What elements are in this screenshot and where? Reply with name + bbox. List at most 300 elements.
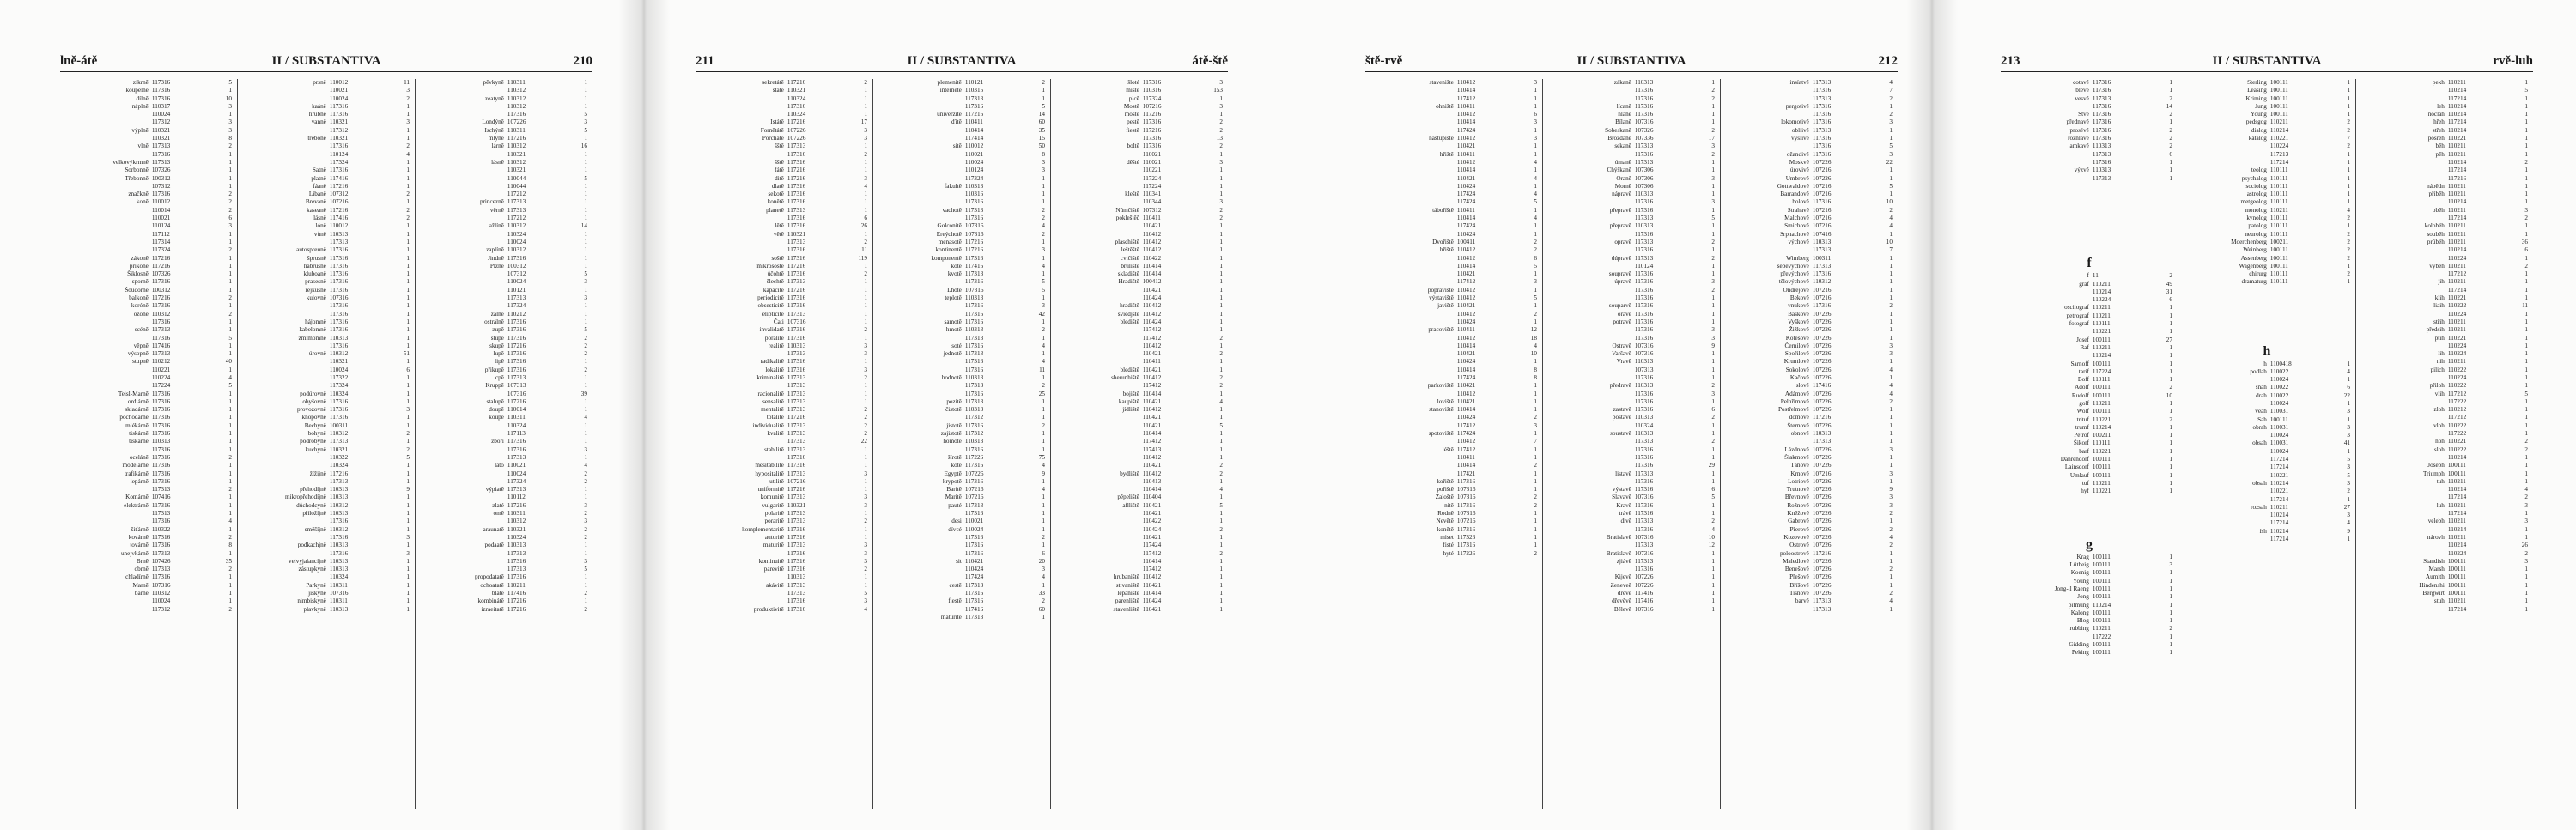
entry-count: 1 xyxy=(406,581,410,589)
entry-code: 100311 xyxy=(1812,254,1832,262)
dictionary-entry xyxy=(1056,167,1223,174)
entry-word: astrolog xyxy=(2246,191,2267,198)
dictionary-entry xyxy=(1370,526,1537,534)
dictionary-entry xyxy=(1726,526,1893,534)
entry-code: 117216 xyxy=(507,501,526,509)
entry-word xyxy=(421,391,507,398)
entry-code: 110424 xyxy=(1142,525,1162,533)
entry-word xyxy=(2184,615,2270,623)
dictionary-entry xyxy=(1548,111,1715,118)
entry-word xyxy=(421,231,507,239)
entry-count: 3 xyxy=(864,549,867,557)
entry-count: 3 xyxy=(228,102,232,110)
entry-word xyxy=(2184,151,2270,159)
entry-count: 3 xyxy=(2347,432,2350,439)
entry-word: Standish xyxy=(2423,557,2445,565)
entry-code: 100111 xyxy=(2092,609,2111,616)
entry-code: 117214 xyxy=(2447,605,2467,613)
entry-count: 1 xyxy=(1889,191,1893,198)
entry-word: domově xyxy=(1789,414,1809,421)
entry-count: 4 xyxy=(1042,262,1045,270)
entry-code: 107316 xyxy=(1634,549,1654,557)
entry-word: kynolog xyxy=(2246,215,2267,222)
entry-code: 117212 xyxy=(2447,390,2467,397)
entry-word: pitmung xyxy=(2068,601,2089,609)
entry-count: 1 xyxy=(2524,430,2528,438)
entry-code: 100111 xyxy=(2092,617,2111,625)
entry-word: veah xyxy=(2255,408,2267,415)
entry-count: 2 xyxy=(1889,566,1893,573)
entry-word: výběh xyxy=(2429,262,2445,270)
entry-code: 117224 xyxy=(2092,367,2111,375)
dictionary-entry xyxy=(2184,159,2350,167)
entry-count: 1 xyxy=(2169,87,2172,94)
entry-code: 117313 xyxy=(787,510,806,518)
entry-code: 110344 xyxy=(1142,198,1162,206)
entry-count: 1 xyxy=(228,167,232,174)
entry-word xyxy=(1056,526,1143,534)
entry-count: 1 xyxy=(228,158,232,166)
running-header xyxy=(60,53,592,72)
entry-word: fáaně xyxy=(313,182,326,190)
entry-word: sporně xyxy=(131,278,149,286)
entry-count: 1 xyxy=(2169,328,2172,336)
entry-count: 1 xyxy=(1042,174,1045,182)
entry-code: 110313 xyxy=(329,334,349,342)
entry-count: 1 xyxy=(2524,111,2528,118)
entry-count: 1 xyxy=(228,462,232,470)
entry-count: 1 xyxy=(584,358,587,366)
entry-count: 2 xyxy=(1219,215,1223,222)
entry-code: 110222 xyxy=(2447,445,2467,453)
entry-word xyxy=(243,358,330,366)
entry-code: 117313 xyxy=(787,206,806,214)
entry-code: 110321 xyxy=(329,118,349,126)
entry-count: 1 xyxy=(2347,198,2350,206)
entry-code: 110421 xyxy=(1142,501,1162,509)
dictionary-entry xyxy=(243,542,410,549)
entry-word: fiestě xyxy=(1126,126,1139,134)
entry-code: 107226 xyxy=(1812,486,1832,494)
entry-word xyxy=(1370,358,1457,366)
entry-word: popraviště xyxy=(1427,286,1454,294)
entry-count: 10 xyxy=(225,94,232,102)
entry-word: sekretátě xyxy=(762,79,784,86)
dictionary-entry xyxy=(1056,358,1223,366)
entry-code: 117216 xyxy=(1142,111,1162,118)
entry-word xyxy=(2361,342,2448,350)
running-header xyxy=(1365,53,1898,72)
entry-word xyxy=(1056,326,1143,334)
entry-count: 1 xyxy=(1534,486,1537,494)
entry-word: chladírně xyxy=(125,573,149,581)
entry-code: 100211 xyxy=(2092,432,2111,439)
entry-column xyxy=(2001,79,2178,809)
entry-word xyxy=(701,151,787,159)
entry-count: 1 xyxy=(228,318,232,325)
entry-word: radikalitě xyxy=(760,358,784,366)
dictionary-entry xyxy=(2361,159,2528,167)
entry-count: 2 xyxy=(2524,494,2528,501)
entry-code: 117316 xyxy=(151,573,171,581)
entry-word: lóně xyxy=(315,222,326,230)
dictionary-page xyxy=(696,53,1228,809)
dictionary-entry xyxy=(2006,272,2172,280)
dictionary-entry xyxy=(421,391,587,398)
entry-count: 2 xyxy=(406,206,410,214)
entry-code: 117316 xyxy=(329,310,349,318)
entry-code: 117313 xyxy=(1812,262,1832,270)
entry-count: 1 xyxy=(1042,477,1045,485)
entry-count: 5 xyxy=(2524,390,2528,397)
entry-code: 110211 xyxy=(2092,625,2111,633)
entry-word: jídliště xyxy=(1122,406,1139,414)
dictionary-entry xyxy=(2184,318,2350,326)
entry-code: 110411 xyxy=(1456,326,1475,334)
dictionary-entry xyxy=(1726,573,1893,581)
entry-count: 3 xyxy=(406,118,410,126)
entry-count: 1 xyxy=(584,94,587,102)
dictionary-entry xyxy=(243,287,410,294)
entry-code: 110211 xyxy=(2447,230,2466,238)
entry-code: 117313 xyxy=(2092,94,2111,102)
entry-count: 2 xyxy=(228,453,232,461)
entry-code: 117316 xyxy=(1634,462,1654,470)
entry-word: posřeh xyxy=(2427,135,2445,142)
entry-count: 3 xyxy=(1534,79,1537,86)
entry-count: 1 xyxy=(228,87,232,94)
entry-count: 50 xyxy=(1038,142,1045,150)
entry-code: 117316 xyxy=(1812,150,1832,158)
entry-count: 1 xyxy=(228,254,232,262)
entry-word: stavenište xyxy=(1429,79,1454,86)
entry-word: Brně xyxy=(136,557,149,565)
entry-count: 1 xyxy=(406,222,410,230)
dictionary-entry xyxy=(2361,135,2528,142)
entry-code: 100111 xyxy=(2447,581,2466,589)
dictionary-entry xyxy=(1726,87,1893,94)
entry-word: šírotě xyxy=(947,453,962,461)
entry-count: 1 xyxy=(1042,525,1045,533)
entry-word: lárně xyxy=(491,142,504,150)
entry-count: 2 xyxy=(1042,533,1045,541)
entry-word: průbéh xyxy=(2427,238,2445,245)
entry-code: 117214 xyxy=(2269,495,2289,503)
entry-word: bláté xyxy=(491,590,504,597)
entry-count: 2 xyxy=(1711,518,1715,525)
dictionary-entry xyxy=(243,183,410,191)
entry-count: 119 xyxy=(858,254,867,262)
dictionary-entry xyxy=(243,606,410,614)
entry-word xyxy=(2361,198,2448,206)
entry-word xyxy=(878,302,965,310)
dictionary-entry xyxy=(2361,590,2528,597)
dictionary-entry xyxy=(65,103,232,111)
dictionary-page xyxy=(1365,53,1898,809)
entry-code: 107416 xyxy=(1812,230,1832,238)
entry-word xyxy=(243,534,330,542)
entry-count: 1 xyxy=(864,358,867,366)
entry-count: 1 xyxy=(2169,447,2172,455)
entry-word xyxy=(1548,438,1635,445)
entry-code: 110324 xyxy=(1634,421,1654,429)
entry-count: 4 xyxy=(1889,382,1893,390)
dictionary-entry xyxy=(2184,311,2350,318)
entry-code: 110313 xyxy=(1634,430,1654,438)
entry-word: velebh xyxy=(2427,518,2445,525)
entry-count: 1 xyxy=(2169,577,2172,585)
dictionary-entry xyxy=(878,118,1045,126)
entry-code: 117316 xyxy=(964,549,984,557)
entry-code: 117313 xyxy=(1634,254,1654,262)
entry-count xyxy=(2327,615,2350,623)
entry-count: 1 xyxy=(864,510,867,518)
dictionary-entry xyxy=(701,550,867,558)
entry-count: 3 xyxy=(1042,566,1045,573)
entry-code: 110224 xyxy=(2092,296,2111,304)
entry-code: 107313 xyxy=(507,382,526,390)
dictionary-entry xyxy=(1370,494,1537,501)
entry-word: hodnotě xyxy=(941,373,962,381)
entry-count: 1 xyxy=(2169,432,2172,439)
entry-code: 117313 xyxy=(787,445,806,453)
entry-code: 117416 xyxy=(151,342,171,349)
dictionary-entry xyxy=(1726,326,1893,334)
dictionary-entry xyxy=(1370,142,1537,150)
entry-word xyxy=(2184,567,2270,575)
entry-code: 107316 xyxy=(964,286,984,294)
entry-code: 117216 xyxy=(964,238,984,245)
entry-count: 1 xyxy=(864,453,867,461)
entry-count: 3 xyxy=(864,542,867,549)
entry-code: 110211 xyxy=(2092,479,2111,487)
entry-count: 1 xyxy=(864,462,867,470)
entry-code: 117313 xyxy=(507,566,526,573)
dictionary-entry xyxy=(878,566,1045,573)
entry-word: obsah xyxy=(2252,439,2267,447)
entry-count: 1 xyxy=(1711,118,1715,126)
entry-word xyxy=(2184,448,2270,456)
dictionary-entry xyxy=(1548,135,1715,142)
entry-word: Boff xyxy=(2077,376,2089,384)
entry-count: 2 xyxy=(584,510,587,518)
entry-word xyxy=(1548,478,1635,486)
entry-word xyxy=(2361,398,2448,406)
dictionary-entry xyxy=(243,302,410,310)
entry-count: 1 xyxy=(1889,135,1893,142)
entry-word: kulovně xyxy=(306,294,326,302)
dictionary-entry xyxy=(1548,518,1715,525)
dictionary-entry xyxy=(2184,118,2350,126)
dictionary-entry xyxy=(701,79,867,87)
entry-code: 107226 xyxy=(1812,494,1832,501)
entry-code: 110211 xyxy=(2447,318,2466,325)
entry-word xyxy=(1370,263,1457,270)
entry-word: Kozovově xyxy=(1783,533,1809,541)
entry-count: 1 xyxy=(228,390,232,397)
entry-code: 110022 xyxy=(2269,391,2289,399)
entry-count: 1 xyxy=(1534,525,1537,533)
entry-count xyxy=(2327,591,2350,599)
entry-count xyxy=(2327,326,2350,334)
entry-count: 1 xyxy=(2524,453,2528,461)
entry-code xyxy=(2093,496,2149,504)
dictionary-entry xyxy=(1548,246,1715,254)
entry-code: 107216 xyxy=(1456,518,1476,525)
entry-count: 1 xyxy=(406,167,410,174)
entry-word xyxy=(1056,231,1143,239)
dictionary-entry xyxy=(243,263,410,270)
entry-code: 107226 xyxy=(1812,533,1832,541)
entry-count: 3 xyxy=(2347,463,2350,471)
entry-word: planetě xyxy=(766,206,784,214)
entry-code: 110221 xyxy=(1142,167,1162,174)
entry-word xyxy=(243,95,330,103)
entry-word xyxy=(243,573,330,581)
entry-code: 110313 xyxy=(964,182,984,190)
entry-count: 1 xyxy=(864,278,867,286)
entry-code: 117424 xyxy=(1142,542,1162,549)
entry-word xyxy=(1370,231,1457,239)
dictionary-entry xyxy=(1056,151,1223,159)
entry-word xyxy=(2006,504,2093,512)
entry-code: 110211 xyxy=(2269,206,2288,214)
dictionary-entry xyxy=(701,95,867,103)
entry-code: 110031 xyxy=(2269,439,2289,447)
entry-word: léště xyxy=(1442,445,1454,453)
entry-code: 110422 xyxy=(1142,518,1162,525)
entry-count: 1 xyxy=(1534,302,1537,310)
entry-count: 1 xyxy=(1889,262,1893,270)
entry-word: sensalitě xyxy=(762,397,784,405)
entry-count: 2 xyxy=(2347,488,2350,495)
dictionary-entry xyxy=(878,550,1045,558)
entry-code: 117324 xyxy=(329,382,349,390)
entry-code: 107226 xyxy=(1812,310,1832,318)
entry-code: 117214 xyxy=(2447,494,2467,501)
dictionary-entry xyxy=(1726,534,1893,542)
entry-code: 117313 xyxy=(1634,158,1654,166)
dictionary-entry xyxy=(701,414,867,421)
entry-code: 117216 xyxy=(787,118,806,126)
dictionary-entry xyxy=(1726,287,1893,294)
entry-count: 1 xyxy=(1534,206,1537,214)
dictionary-entry xyxy=(2361,270,2528,278)
dictionary-entry xyxy=(1056,606,1223,614)
dictionary-entry xyxy=(1370,406,1537,414)
entry-code: 117313 xyxy=(507,373,526,381)
entry-column xyxy=(238,79,416,809)
entry-code: 117316 xyxy=(151,406,171,414)
entry-code: 110024 xyxy=(2269,432,2289,439)
entry-code: 110412 xyxy=(1142,310,1162,318)
dictionary-entry xyxy=(1726,470,1893,478)
dictionary-entry xyxy=(1370,95,1537,103)
dictionary-entry xyxy=(2184,302,2350,310)
entry-count: 1 xyxy=(1219,182,1223,190)
entry-code: 117316 xyxy=(507,318,526,325)
entry-word xyxy=(878,311,965,318)
entry-count: 2 xyxy=(1889,111,1893,118)
dictionary-entry xyxy=(65,231,232,239)
entry-code: 110313 xyxy=(1812,238,1832,245)
entry-code: 117316 xyxy=(1634,334,1654,342)
dictionary-entry xyxy=(2006,472,2172,480)
entry-count: 1 xyxy=(1889,573,1893,581)
entry-count: 1 xyxy=(2524,373,2528,381)
entry-word xyxy=(2184,584,2270,591)
entry-count: 4 xyxy=(2347,206,2350,214)
entry-code: 107316 xyxy=(787,318,806,325)
dictionary-entry xyxy=(701,573,867,581)
entry-code: 117316 xyxy=(151,79,171,86)
entry-count: 1 xyxy=(864,198,867,206)
dictionary-entry xyxy=(65,222,232,230)
dictionary-entry xyxy=(878,510,1045,518)
entry-code: 100312 xyxy=(151,174,171,182)
entry-count: 4 xyxy=(1889,533,1893,541)
dictionary-entry xyxy=(1056,566,1223,573)
dictionary-entry xyxy=(1370,87,1537,94)
dictionary-entry xyxy=(701,175,867,183)
entry-word: hábrusně xyxy=(303,262,326,270)
entry-code: 117416 xyxy=(1634,597,1654,605)
dictionary-entry xyxy=(2184,615,2350,623)
entry-code: 117324 xyxy=(507,477,526,485)
entry-word: stabilitě xyxy=(764,445,784,453)
entry-word: poralitě xyxy=(764,334,784,342)
entry-word: hájomně xyxy=(305,318,326,325)
dictionary-entry xyxy=(2361,430,2528,438)
dictionary-entry xyxy=(701,606,867,614)
entry-word xyxy=(2361,486,2448,494)
dictionary-entry xyxy=(1370,263,1537,270)
entry-word: Vyškově xyxy=(1788,318,1809,325)
entry-word: úmaně xyxy=(1614,158,1631,166)
dictionary-entry xyxy=(701,311,867,318)
entry-count: 1 xyxy=(2169,649,2172,657)
entry-code xyxy=(2093,215,2149,222)
entry-word: soustavě xyxy=(1610,430,1631,438)
dictionary-entry xyxy=(2184,488,2350,495)
entry-count: 10 xyxy=(1886,198,1893,206)
dictionary-entry xyxy=(1548,159,1715,167)
entry-count: 1 xyxy=(2169,304,2172,312)
entry-count: 1 xyxy=(228,182,232,190)
entry-count: 2 xyxy=(1711,87,1715,94)
dictionary-entry xyxy=(1056,95,1223,103)
entry-code: 110324 xyxy=(787,94,806,102)
entry-word: střeh xyxy=(2432,126,2445,134)
entry-word xyxy=(243,302,330,310)
dictionary-entry xyxy=(1726,342,1893,350)
dictionary-entry xyxy=(421,510,587,518)
entry-code: 100111 xyxy=(2447,573,2466,581)
entry-word: metgeolog xyxy=(2240,198,2267,206)
entry-word xyxy=(421,183,507,191)
entry-code: 107316 xyxy=(329,294,349,302)
entry-count: 9 xyxy=(406,486,410,494)
entry-code: 117316 xyxy=(1812,118,1832,126)
entry-count: 1 xyxy=(1219,542,1223,549)
entry-word: Istátě xyxy=(770,118,784,126)
entry-code: 100111 xyxy=(2092,585,2111,592)
entry-count: 1 xyxy=(2169,399,2172,407)
entry-count: 4 xyxy=(228,373,232,381)
entry-count: 1 xyxy=(2169,633,2172,640)
entry-count: 5 xyxy=(1219,421,1223,429)
entry-count: 1 xyxy=(406,318,410,325)
